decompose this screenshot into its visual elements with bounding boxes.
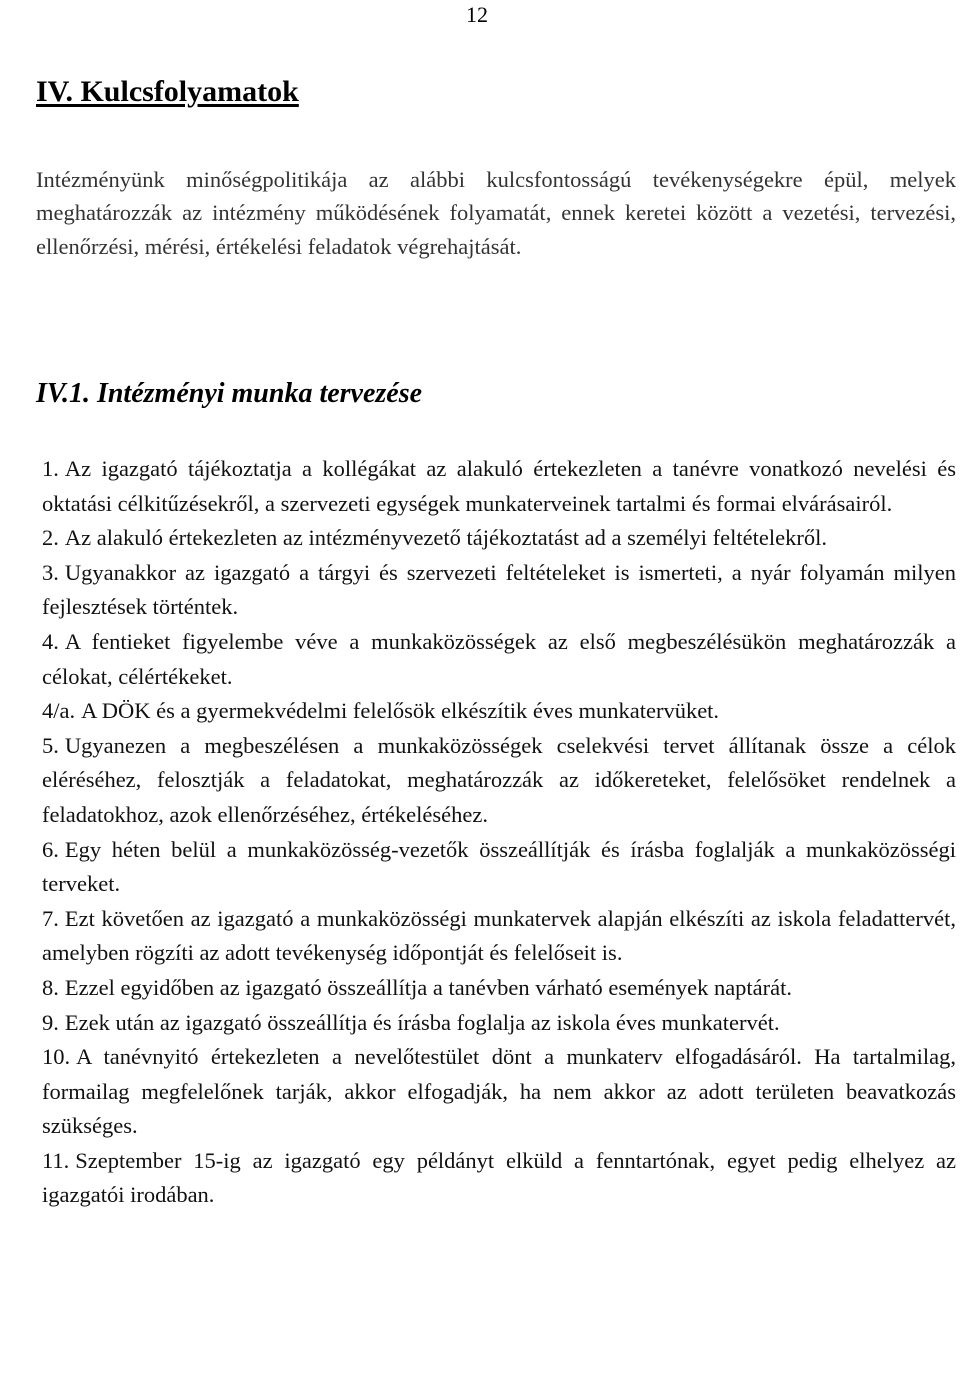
step-text: Szeptember 15-ig az igazgató egy példányt elküld a fenntartónak, egyet pedig elhelyez az igazgatói irodában. [42, 1147, 956, 1208]
step-text: A tanévnyitó értekezleten a nevelőtestület dönt a munkaterv elfogadásáról. Ha tartalmilag, formailag megfelelőnek tarják, akkor elfogadják, ha nem akkor az adott területen beavatkozás szükséges. [42, 1044, 956, 1139]
step-text: A DÖK és a gyermekvédelmi felelősök elkészítik éves munkatervüket. [81, 698, 720, 724]
step-number: 1. [42, 456, 59, 481]
step-number: 4. [42, 628, 59, 654]
step-number: 2. [42, 525, 59, 551]
list-item [36, 1040, 956, 1144]
list-item [36, 1006, 956, 1041]
step-text: Egy héten belül a munkaközösség-vezetők összeállítják és írásba foglalják a munkaközösségi terveket. [42, 836, 956, 897]
list-item [36, 902, 956, 971]
page-number: 12 [466, 2, 488, 27]
step-text: Ezek után az igazgató összeállítja és írásba foglalja az iskola éves munkatervét. [64, 1009, 780, 1035]
list-item [36, 521, 956, 556]
list-item [36, 729, 956, 833]
subsection-title: IV.1. Intézményi munka tervezése [36, 378, 423, 409]
step-number: 6. [42, 836, 59, 862]
intro-paragraph: Intézményünk minőségpolitikája az alábbi kulcsfontosságú tevékenységekre épül, melyek meghatározzák az intézmény működésének folyamatát, ennek keretei között a vezetési, tervezési, ellenőrzési, mérési, értékelési feladatok végrehajtását. [36, 167, 956, 259]
step-text: Ezt követően az igazgató a munkaközösségi munkatervek alapján elkészíti az iskola feladattervét, amelyben rögzíti az adott tevékenység időpontját és felelőseit is. [42, 905, 956, 966]
step-number: 8. [42, 974, 59, 1000]
list-item [36, 833, 956, 902]
list-item [36, 694, 956, 729]
step-text: Ugyanezen a megbeszélésen a munkaközösségek cselekvési tervet állítanak össze a célok eléréséhez, felosztják a feladatokat, meghatározzák az időkereteket, felelősöket rendelnek a feladatokhoz, azok ellenőrzéséhez, értékeléséhez. [42, 732, 956, 827]
step-number: 5. [42, 732, 59, 758]
process-steps-list [36, 452, 956, 1213]
step-number: 9. [42, 1009, 59, 1035]
list-item [36, 452, 956, 521]
list-item [36, 971, 956, 1006]
step-text: Az alakuló értekezleten az intézményvezető tájékoztatást ad a személyi feltételekről. [64, 525, 827, 551]
step-number: 10. [42, 1044, 71, 1070]
step-number: 7. [42, 905, 59, 931]
step-number: 4/a. [42, 698, 76, 724]
section-title: IV. Kulcsfolyamatok [36, 75, 299, 108]
step-text: Ezzel egyidőben az igazgató összeállítja a tanévben várható események naptárát. [64, 974, 793, 1000]
list-item [36, 1144, 956, 1213]
step-number: 11. [42, 1147, 70, 1173]
step-text: Ugyanakkor az igazgató a tárgyi és szervezeti feltételeket is ismerteti, a nyár folyamán milyen fejlesztések történtek. [42, 559, 956, 620]
list-item [36, 556, 956, 625]
step-number: 3. [42, 559, 59, 585]
step-text: Az igazgató tájékoztatja a kollégákat az alakuló értekezleten a tanévre vonatkozó nevelési és oktatási célkitűzésekről, a szervezeti egységek munkaterveinek tartalmi és formai elvárásairól. [42, 456, 956, 516]
step-text: A fentieket figyelembe véve a munkaközösségek az első megbeszélésükön meghatározzák a célokat, célértékeket. [42, 628, 956, 689]
list-item [36, 625, 956, 694]
